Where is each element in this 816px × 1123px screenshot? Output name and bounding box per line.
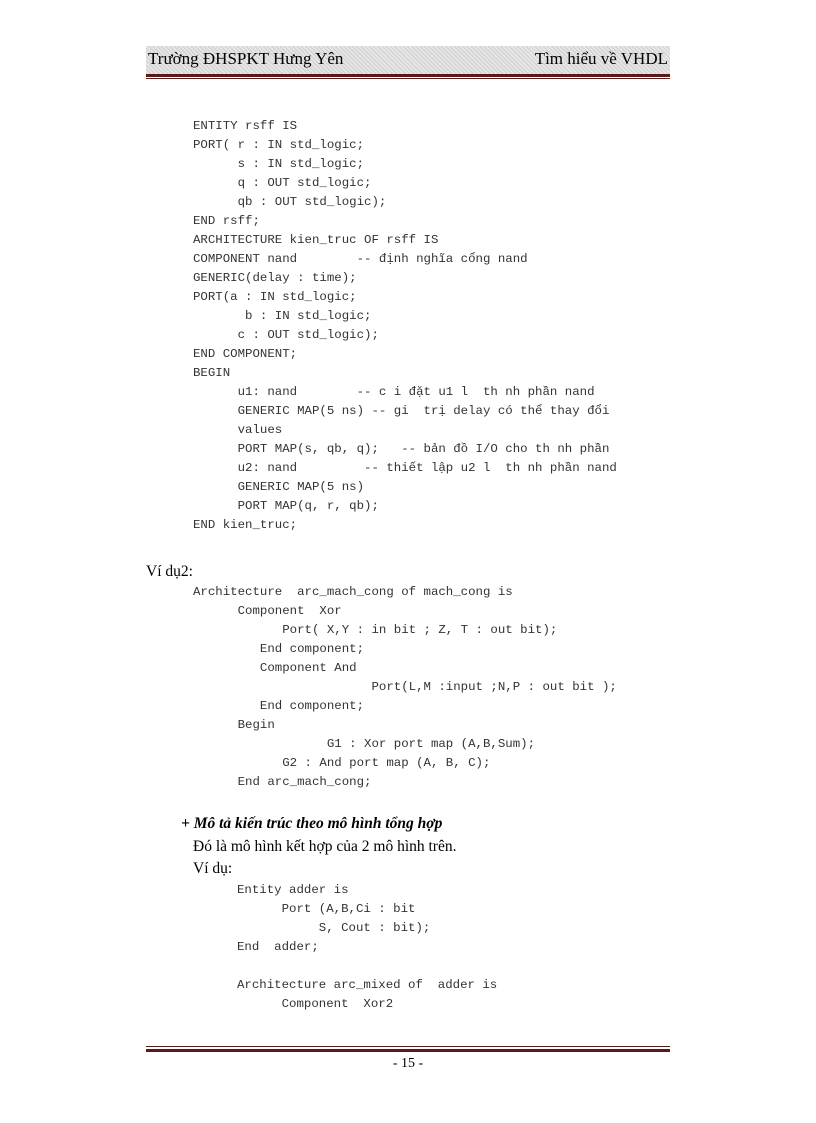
- code-line: Component And: [193, 661, 357, 675]
- code-line: Component Xor: [193, 604, 342, 618]
- code-line: End arc_mach_cong;: [193, 775, 372, 789]
- header-topic: Tìm hiểu về VHDL: [534, 49, 668, 68]
- code-line: Port(L,M :input ;N,P : out bit );: [193, 680, 617, 694]
- code-line: Begin: [193, 718, 275, 732]
- example-label: Ví dụ:: [193, 860, 233, 877]
- footer-rule-thin: [146, 1046, 670, 1047]
- code-line: ENTITY rsff IS: [193, 119, 298, 133]
- code-line: GENERIC MAP(5 ns) -- gi trị delay có thể thay đổi: [193, 404, 610, 418]
- code-line: b : IN std_logic;: [193, 309, 372, 323]
- code-line: S, Cout : bit);: [237, 921, 431, 935]
- code-line: GENERIC(delay : time);: [193, 271, 357, 285]
- header-rule: [146, 74, 670, 77]
- code-line: Entity adder is: [237, 883, 349, 897]
- code-line: s : IN std_logic;: [193, 157, 365, 171]
- code-line: COMPONENT nand -- định nghĩa cổng nand: [193, 252, 528, 266]
- section-text: Đó là mô hình kết hợp của 2 mô hình trên.: [193, 838, 457, 855]
- code-line: PORT(a : IN std_logic;: [193, 290, 357, 304]
- code-line: c : OUT std_logic);: [193, 328, 379, 342]
- code-line: End adder;: [237, 940, 319, 954]
- code-line: PORT MAP(s, qb, q); -- bản đồ I/O cho th nh phần: [193, 442, 610, 456]
- code-line: G1 : Xor port map (A,B,Sum);: [193, 737, 536, 751]
- page-header: [146, 46, 670, 74]
- code-line: u1: nand -- c i đặt u1 l th nh phần nand: [193, 385, 595, 399]
- header-school: Trường ĐHSPKT Hưng Yên: [148, 49, 344, 68]
- code-line: G2 : And port map (A, B, C);: [193, 756, 491, 770]
- code-block-mach-cong: [193, 583, 617, 792]
- code-block-rsff: [193, 117, 617, 535]
- code-line: END COMPONENT;: [193, 347, 298, 361]
- code-line: values: [193, 423, 283, 437]
- code-line: PORT MAP(q, r, qb);: [193, 499, 379, 513]
- code-line: GENERIC MAP(5 ns): [193, 480, 365, 494]
- code-line: ARCHITECTURE kien_truc OF rsff IS: [193, 233, 439, 247]
- page-number: - 15 -: [392, 1056, 424, 1071]
- code-line: q : OUT std_logic;: [193, 176, 372, 190]
- code-line: END kien_truc;: [193, 518, 298, 532]
- code-line: Port (A,B,Ci : bit: [237, 902, 416, 916]
- header-rule-thin: [146, 78, 670, 79]
- example2-label: Ví dụ2:: [146, 563, 193, 580]
- code-line: qb : OUT std_logic);: [193, 195, 387, 209]
- code-line: End component;: [193, 699, 365, 713]
- code-block-adder: [237, 881, 497, 1014]
- code-line: u2: nand -- thiết lập u2 l th nh phần nand: [193, 461, 617, 475]
- code-line: Component Xor2: [237, 997, 394, 1011]
- code-line: END rsff;: [193, 214, 260, 228]
- code-line: [237, 957, 497, 976]
- code-line: End component;: [193, 642, 365, 656]
- code-line: Architecture arc_mixed of adder is: [237, 978, 498, 992]
- footer-rule: [146, 1049, 670, 1052]
- code-line: BEGIN: [193, 366, 231, 380]
- code-line: Port( X,Y : in bit ; Z, T : out bit);: [193, 623, 558, 637]
- code-line: Architecture arc_mach_cong of mach_cong is: [193, 585, 513, 599]
- section-heading: + Mô tả kiến trúc theo mô hình tổng hợp: [181, 815, 443, 832]
- code-line: PORT( r : IN std_logic;: [193, 138, 365, 152]
